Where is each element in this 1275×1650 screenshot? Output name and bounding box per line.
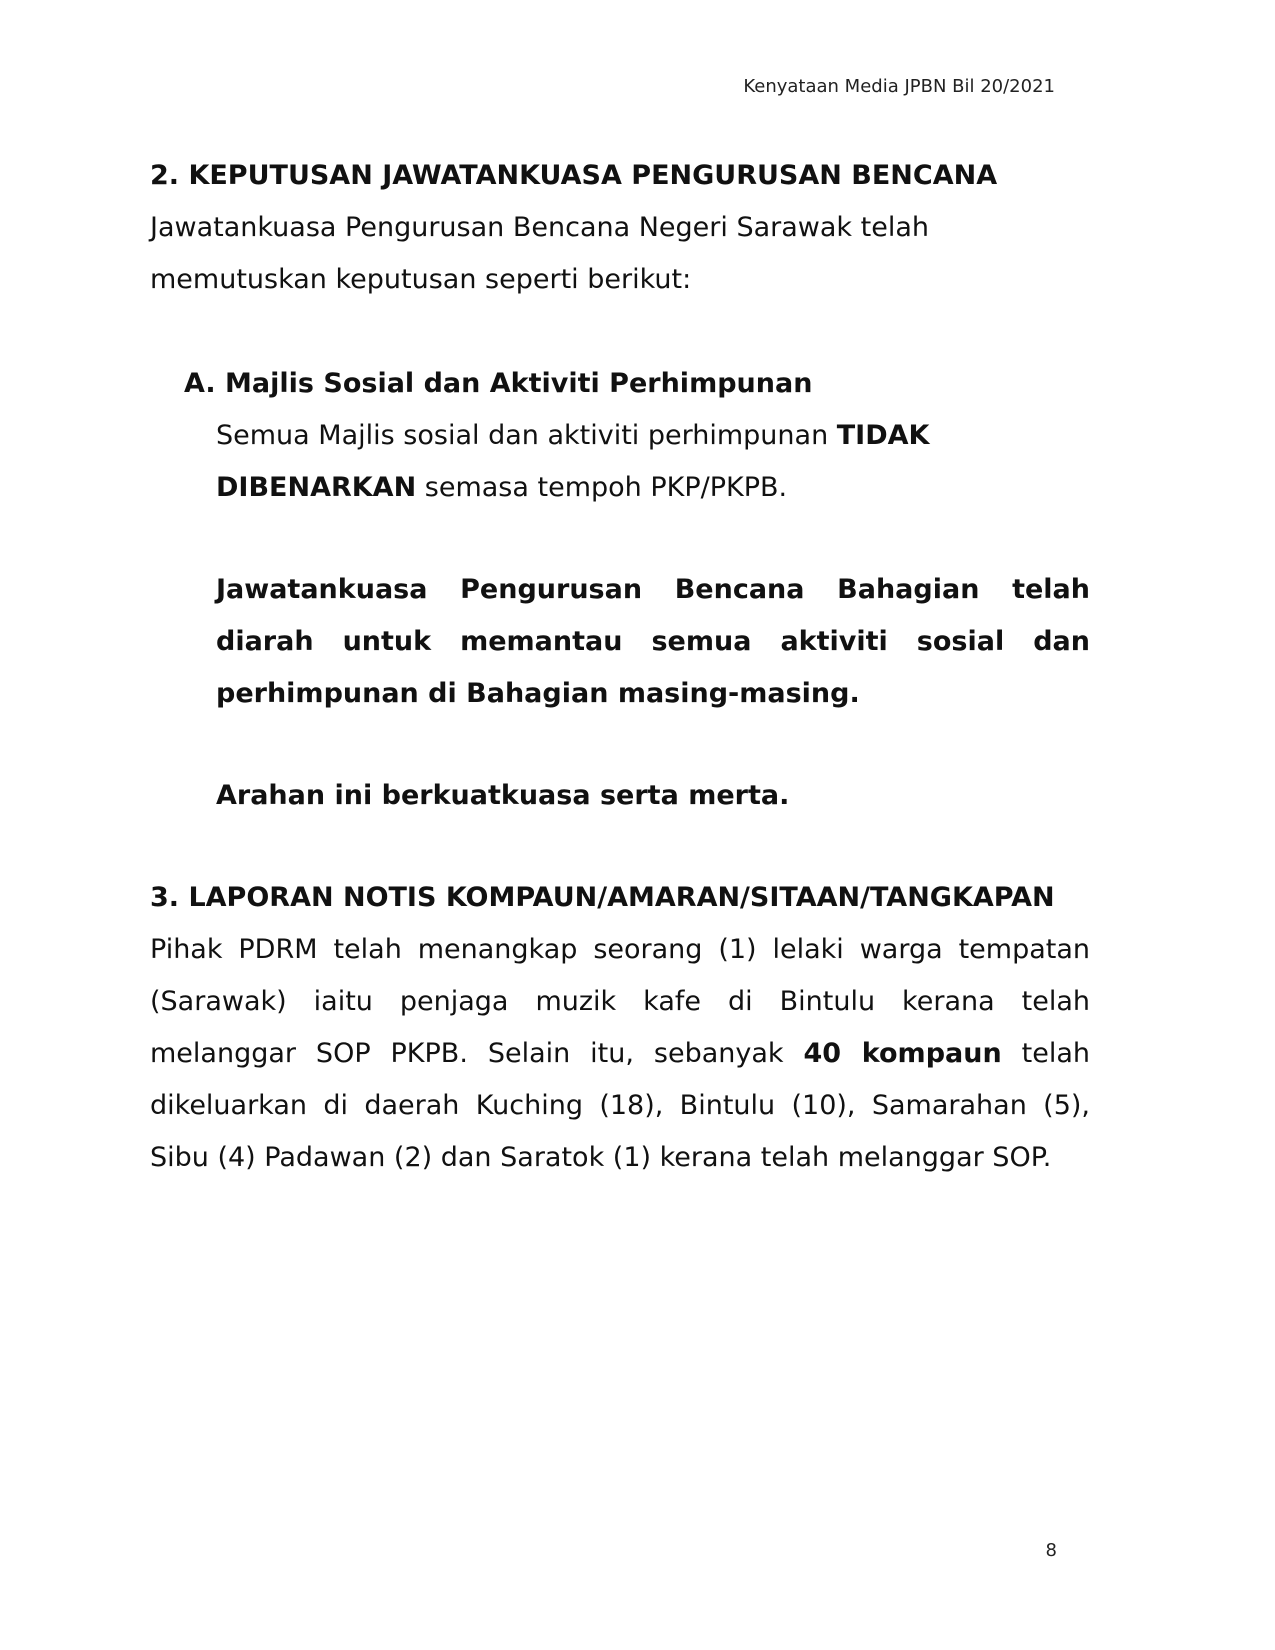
section-3-title: 3. LAPORAN NOTIS KOMPAUN/AMARAN/SITAAN/TANGKAPAN: [150, 882, 1055, 913]
subsection-a-body: [216, 410, 1090, 822]
page-number: 8: [1045, 1540, 1057, 1561]
subsection-a-paragraph-3: Arahan ini berkuatkuasa serta merta.: [216, 780, 790, 811]
section-3-text-start: Pihak PDRM telah menangkap seorang (1) lelaki warga tempatan (Sarawak) iaitu penjaga muzik kafe di Bintulu kerana telah melanggar SOP PKPB. Selain itu, sebanyak: [150, 934, 1090, 1069]
section-3-text-end: telah dikeluarkan di daerah Kuching (18), Bintulu (10), Samarahan (5), Sibu (4) Padawan (2) dan Saratok (1) kerana telah melanggar SOP.: [150, 1038, 1090, 1173]
page-header: Kenyataan Media JPBN Bil 20/2021: [743, 76, 1055, 97]
not-allowed-emphasis: TIDAK DIBENARKAN: [216, 420, 930, 503]
compound-count-emphasis: 40 kompaun: [803, 1038, 1002, 1069]
subsection-a-title: A. Majlis Sosial dan Aktiviti Perhimpunan: [184, 368, 813, 399]
subsection-a-p1-text-end: semasa tempoh PKP/PKPB.: [416, 472, 788, 503]
subsection-a-paragraph-1: [216, 410, 1090, 514]
section-2-intro: Jawatankuasa Pengurusan Bencana Negeri Sarawak telah memutuskan keputusan seperti berikut:: [150, 212, 930, 295]
document-body: [150, 150, 1090, 1184]
subsection-a-p1-text-start: Semua Majlis sosial dan aktiviti perhimpunan: [216, 420, 837, 451]
subsection-a-paragraph-2: Jawatankuasa Pengurusan Bencana Bahagian telah diarah untuk memantau semua aktiviti sosial dan perhimpunan di Bahagian masing-masing.: [216, 574, 1090, 709]
section-3-paragraph: [150, 924, 1090, 1184]
section-2-title: 2. KEPUTUSAN JAWATANKUASA PENGURUSAN BENCANA: [150, 160, 998, 191]
